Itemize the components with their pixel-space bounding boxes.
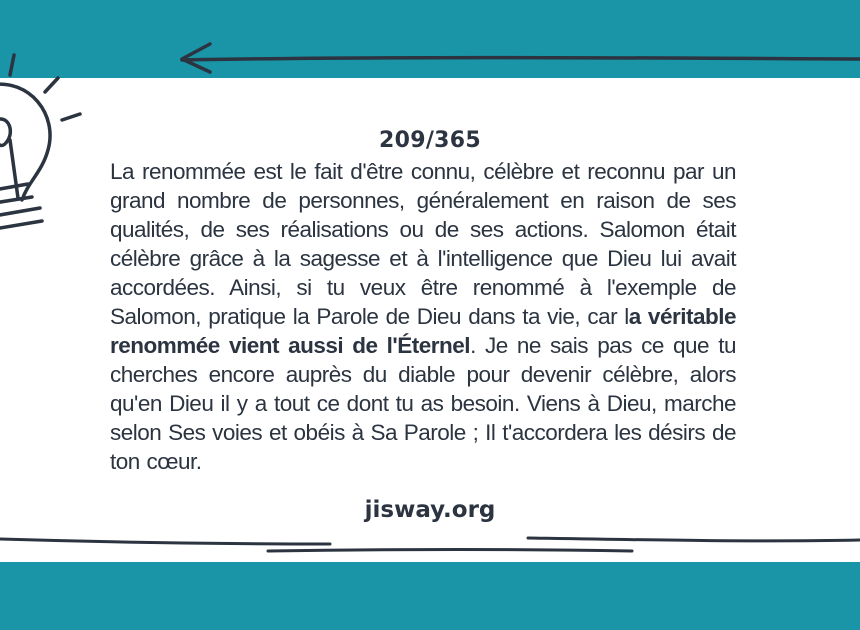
paragraph-text-start: La renommée est le fait d'être connu, célèbre et reconnu par un grand nombre de personnes, généralement en raison de ses qualités, de ses réalisations ou de ses actions. Salomon était célèbre grâce à la sagesse et à l'intelligence que Dieu lui avait accordées. Ainsi, si tu veux être renommé à l'exemple de Salomon, pratique la Parole de Dieu dans ta vie, car l [110, 159, 736, 329]
paragraph-bold-highlight: a véritable renommée vient aussi de l'Éternel [110, 304, 736, 358]
day-counter: 209/365 [379, 128, 481, 153]
arrow-left-icon [182, 44, 860, 72]
devotional-paragraph [110, 157, 736, 476]
website-url: jisway.org [364, 497, 496, 523]
paragraph-text-end: . Je ne sais pas ce que tu cherches encore auprès du diable pour devenir célèbre, alors qu'en Dieu il y a tout ce dont tu as besoin. Viens à Dieu, marche selon Ses voies et obéis à Sa Parole ; Il t'accordera les désirs de ton cœur. [110, 333, 736, 474]
